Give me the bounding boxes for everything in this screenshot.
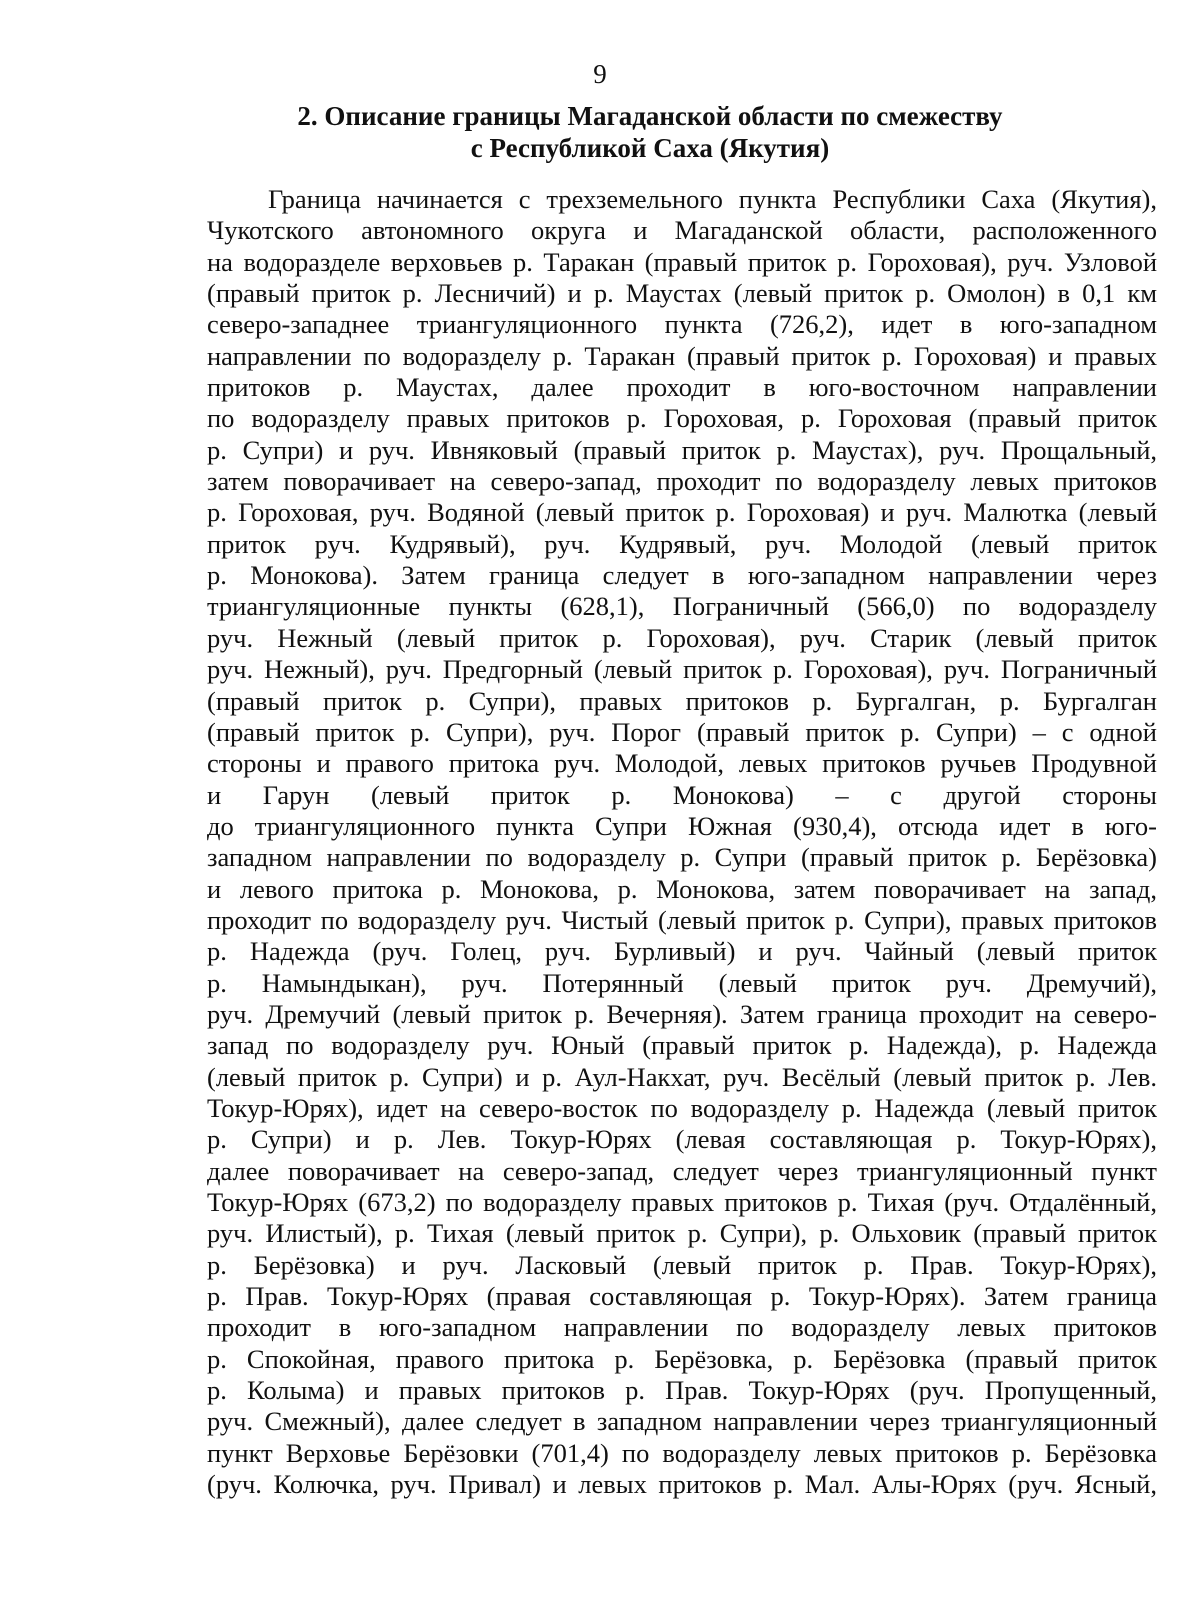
text-line: р. Намындыкан), руч. Потерянный (левый приток руч. Дремучий),: [207, 967, 1157, 998]
text-line: Токур-Юрях (673,2) по водоразделу правых притоков р. Тихая (руч. Отдалённый,: [207, 1187, 1157, 1217]
text-line: далее поворачивает на северо-запад, следует через триангуляционный пункт: [207, 1155, 1157, 1186]
text-line: затем поворачивает на северо-запад, проходит по водоразделу левых притоков: [207, 466, 1157, 497]
text-line: р. Спокойная, правого притока р. Берёзовка, р. Берёзовка (правый приток: [207, 1343, 1157, 1374]
text-line: направлении по водоразделу р. Таракан (правый приток р. Гороховая) и правых: [207, 340, 1157, 371]
body-paragraph: [207, 184, 1157, 1500]
text-line: Чукотского автономного округа и Магаданской области, расположенного: [207, 215, 1157, 246]
text-line: руч. Илистый), р. Тихая (левый приток р. Супри), р. Ольховик (правый приток: [207, 1218, 1157, 1249]
text-line: р. Прав. Токур-Юрях (правая составляющая р. Токур-Юрях). Затем граница: [207, 1281, 1157, 1312]
text-line: р. Супри) и руч. Ивняковый (правый приток р. Маустах), руч. Прощальный,: [207, 434, 1157, 465]
text-line: северо-западнее триангуляционного пункта (726,2), идет в юго-западном: [207, 309, 1157, 340]
text-line: (правый приток р. Супри), руч. Порог (правый приток р. Супри) – с одной: [207, 716, 1157, 747]
text-line: (руч. Колючка, руч. Привал) и левых притоков р. Мал. Алы-Юрях (руч. Ясный,: [207, 1469, 1157, 1500]
text-line: р. Берёзовка) и руч. Ласковый (левый приток р. Прав. Токур-Юрях),: [207, 1249, 1157, 1280]
text-line: запад по водоразделу руч. Юный (правый приток р. Надежда), р. Надежда: [207, 1030, 1157, 1061]
text-line: проходит по водоразделу руч. Чистый (левый приток р. Супри), правых притоков: [207, 904, 1157, 935]
text-line: руч. Нежный), руч. Предгорный (левый приток р. Гороховая), руч. Пограничный: [207, 654, 1157, 685]
text-line: и левого притока р. Монокова, р. Монокова, затем поворачивает на запад,: [207, 873, 1157, 904]
text-line: по водоразделу правых притоков р. Гороховая, р. Гороховая (правый приток: [207, 403, 1157, 434]
text-line: р. Колыма) и правых притоков р. Прав. Токур-Юрях (руч. Пропущенный,: [207, 1375, 1157, 1406]
text-line: Граница начинается с трехземельного пункта Республики Саха (Якутия),: [268, 184, 1157, 214]
text-line: руч. Дремучий (левый приток р. Вечерняя). Затем граница проходит на северо-: [207, 998, 1157, 1029]
text-line: (правый приток р. Лесничий) и р. Маустах (левый приток р. Омолон) в 0,1 км: [207, 278, 1157, 309]
text-line: и Гарун (левый приток р. Монокова) – с другой стороны: [207, 779, 1157, 810]
text-line: (правый приток р. Супри), правых притоков р. Бургалган, р. Бургалган: [207, 685, 1157, 716]
text-line: р. Надежда (руч. Голец, руч. Бурливый) и руч. Чайный (левый приток: [207, 936, 1157, 967]
page-number: 9: [593, 59, 607, 89]
text-line: (левый приток р. Супри) и р. Аул-Накхат, руч. Весёлый (левый приток р. Лев.: [207, 1061, 1157, 1092]
text-line: пункт Верховье Берёзовки (701,4) по водоразделу левых притоков р. Берёзовка: [207, 1437, 1157, 1468]
text-line: р. Монокова). Затем граница следует в юго-западном направлении через: [207, 560, 1157, 591]
text-line: до триангуляционного пункта Супри Южная (930,4), отсюда идет в юго-: [207, 810, 1157, 841]
text-line: стороны и правого притока руч. Молодой, левых притоков ручьев Продувной: [207, 748, 1157, 779]
text-line: р. Супри) и р. Лев. Токур-Юрях (левая составляющая р. Токур-Юрях),: [207, 1124, 1157, 1155]
text-line: триангуляционные пункты (628,1), Пограничный (566,0) по водоразделу: [207, 591, 1157, 622]
text-line: проходит в юго-западном направлении по водоразделу левых притоков: [207, 1312, 1157, 1343]
text-line: руч. Смежный), далее следует в западном направлении через триангуляционный: [207, 1406, 1157, 1437]
text-line: западном направлении по водоразделу р. Супри (правый приток р. Берёзовка): [207, 842, 1157, 873]
section-heading-line-2: с Республикой Саха (Якутия): [470, 133, 830, 163]
text-line: р. Гороховая, руч. Водяной (левый приток р. Гороховая) и руч. Малютка (левый: [207, 497, 1157, 528]
text-line: на водоразделе верховьев р. Таракан (правый приток р. Гороховая), руч. Узловой: [207, 246, 1157, 277]
text-line: руч. Нежный (левый приток р. Гороховая), руч. Старик (левый приток: [207, 622, 1157, 653]
text-line: приток руч. Кудрявый), руч. Кудрявый, руч. Молодой (левый приток: [207, 528, 1157, 559]
text-line: Токур-Юрях), идет на северо-восток по водоразделу р. Надежда (левый приток: [207, 1092, 1157, 1123]
section-heading-line-1: 2. Описание границы Магаданской области по смежеству: [297, 101, 1003, 131]
section-heading: [150, 100, 1150, 164]
text-line: притоков р. Маустах, далее проходит в юго-восточном направлении: [207, 372, 1157, 403]
